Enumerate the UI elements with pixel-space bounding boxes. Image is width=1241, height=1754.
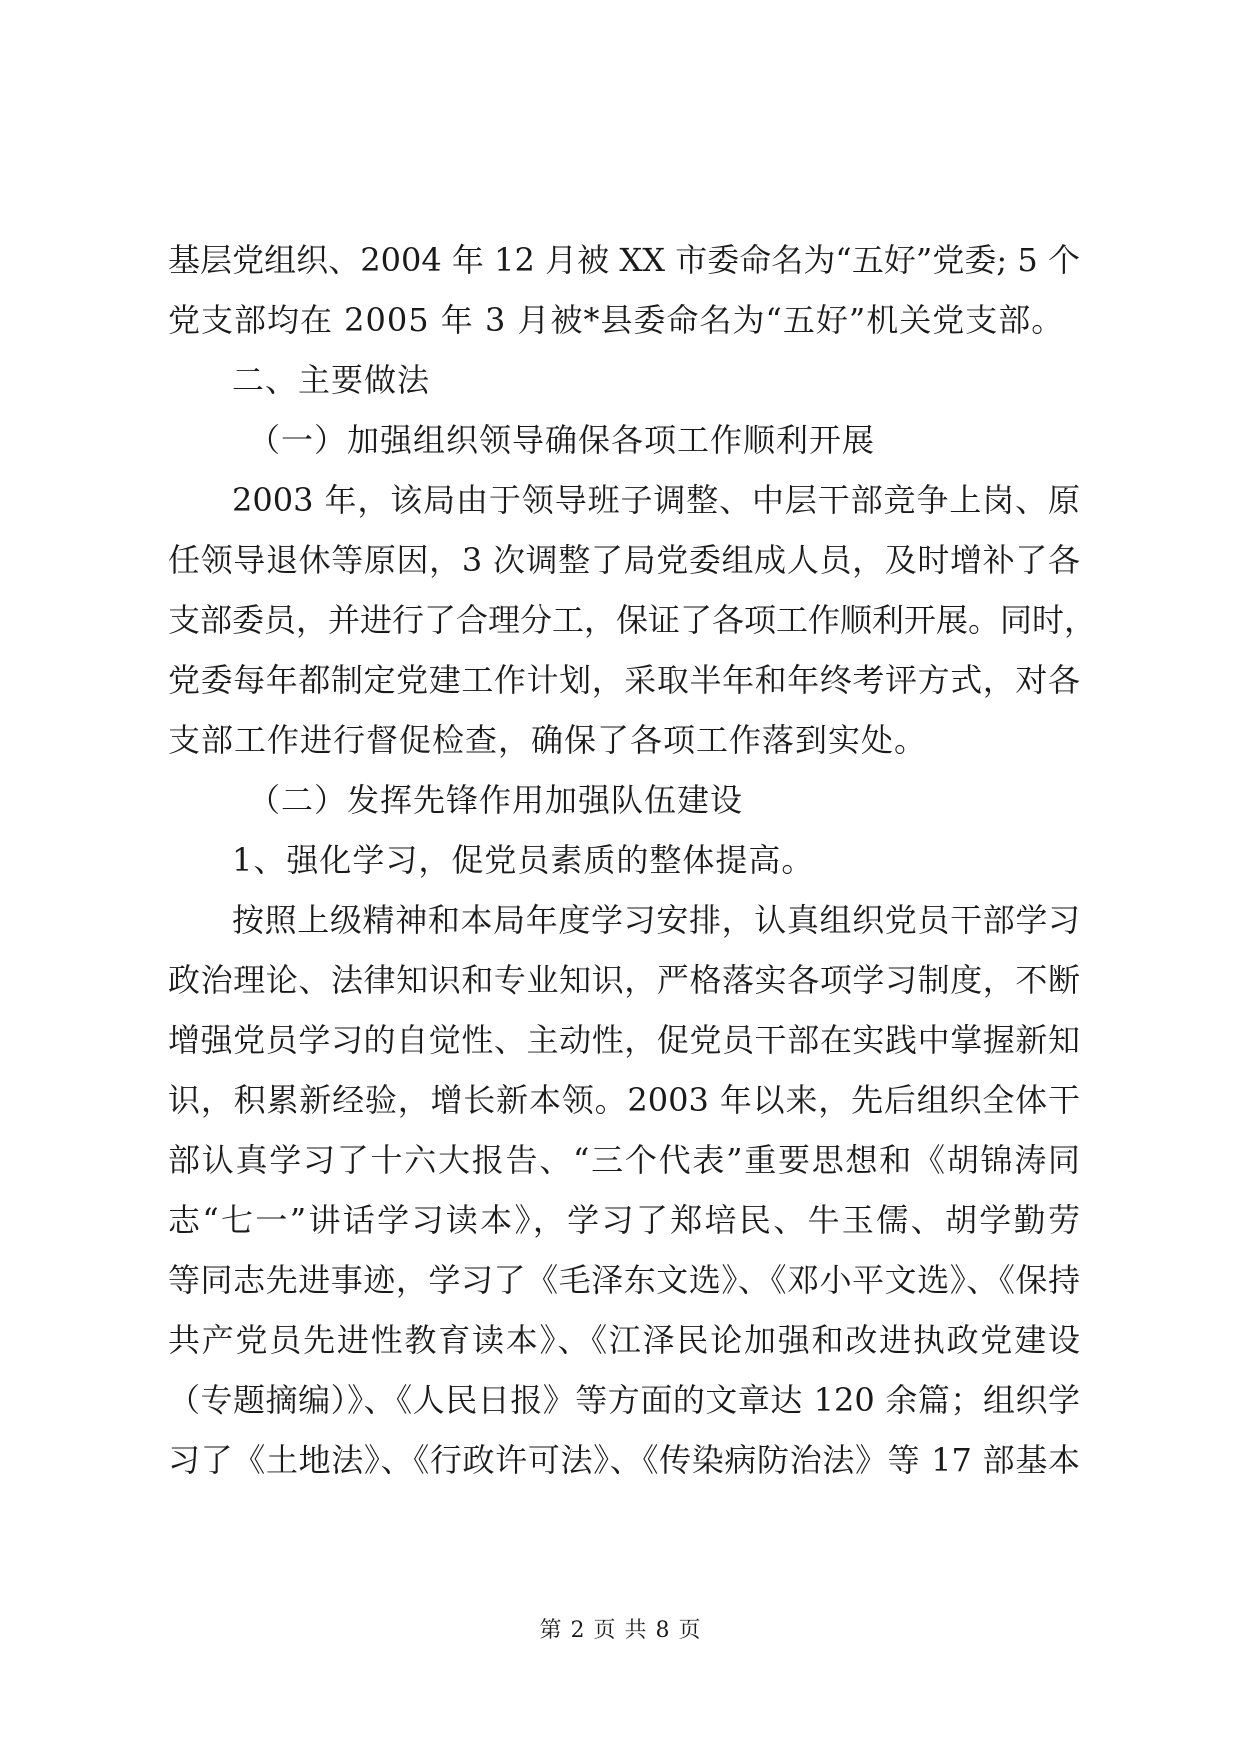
text-line: 等同志先进事迹，学习了《毛泽东文选》、《邓小平文选》、《保持 (168, 1261, 1080, 1299)
section-heading: 二、主要做法 (232, 361, 431, 399)
text-line: 部认真学习了十六大报告、“三个代表”重要思想和《胡锦涛同 (168, 1141, 1080, 1179)
page-number-footer: 第 2 页 共 8 页 (539, 1618, 702, 1643)
text-line: 政治理论、法律知识和专业知识，严格落实各项学习制度，不断 (168, 961, 1080, 999)
text-line: 共产党员先进性教育读本》、《江泽民论加强和改进执政党建设 (168, 1321, 1080, 1359)
text-line: 支部工作进行督促检查，确保了各项工作落到实处。 (168, 721, 928, 759)
item-heading: 1、强化学习，促党员素质的整体提高。 (232, 841, 815, 879)
text-line: 支部委员，并进行了合理分工，保证了各项工作顺利开展。同时， (168, 601, 1097, 639)
text-line: 党支部均在 2005 年 3 月被*县委命名为“五好”机关党支部。 (168, 301, 1065, 339)
text-line: 志“七一”讲话学习读本》，学习了郑培民、牛玉儒、胡学勤劳 (168, 1201, 1080, 1239)
subsection-heading: （一）加强组织领导确保各项工作顺利开展 (248, 421, 876, 459)
text-line: 习了《土地法》、《行政许可法》、《传染病防治法》等 17 部基本 (168, 1441, 1080, 1479)
subsection-heading: （二）发挥先锋作用加强队伍建设 (248, 781, 744, 819)
text-line: 任领导退休等原因，3 次调整了局党委组成人员，及时增补了各 (168, 541, 1080, 579)
text-line: （专题摘编）》、《人民日报》等方面的文章达 120 余篇；组织学 (168, 1381, 1080, 1419)
text-line: 增强党员学习的自觉性、主动性，促党员干部在实践中掌握新知 (168, 1021, 1080, 1059)
text-line: 2003 年，该局由于领导班子调整、中层干部竞争上岗、原 (232, 481, 1080, 519)
text-line: 基层党组织、2004 年 12 月被 XX 市委命名为“五好”党委; 5 个 (168, 241, 1080, 279)
text-line: 识，积累新经验，增长新本领。2003 年以来，先后组织全体干 (168, 1081, 1080, 1119)
text-line: 党委每年都制定党建工作计划，采取半年和年终考评方式，对各 (168, 661, 1080, 699)
text-line: 按照上级精神和本局年度学习安排，认真组织党员干部学习 (232, 901, 1080, 939)
